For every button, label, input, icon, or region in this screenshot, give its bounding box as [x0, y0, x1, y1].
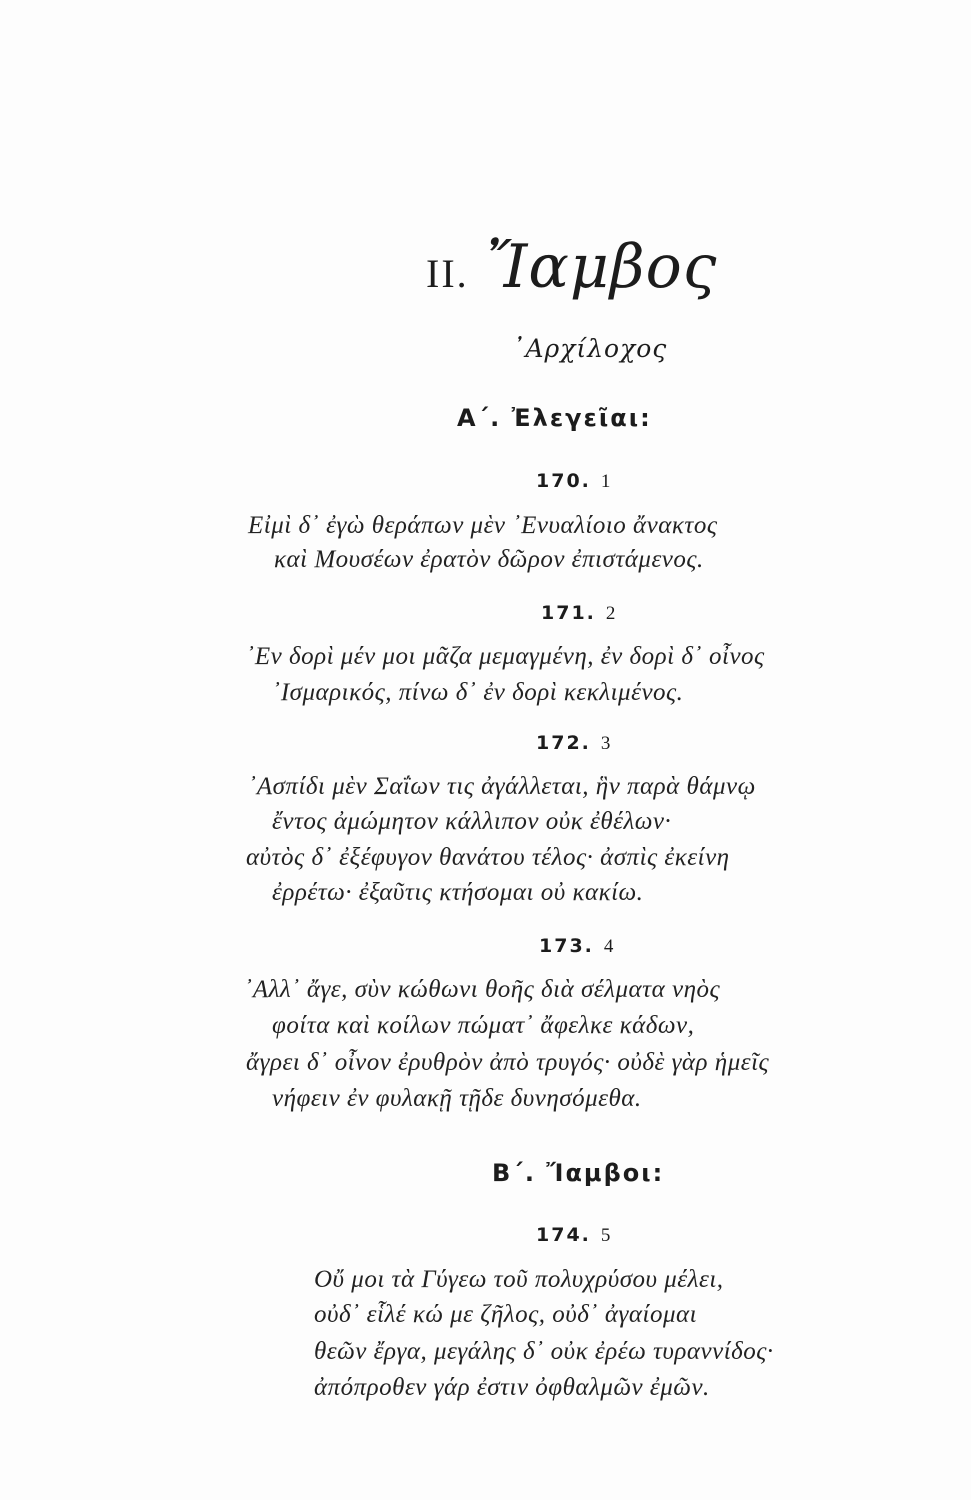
verse-line: ᾿Εν δορὶ μέν μοι μᾶζα μεμαγμένη, ἐν δορὶ δ᾿ οἶνος [246, 643, 765, 670]
chapter-number: II. [426, 251, 469, 296]
fragment-ref: 2 [605, 603, 618, 624]
verse-line: καὶ Μουσέων ἐρατὸν δῶρον ἐπιστάμενος. [274, 546, 704, 573]
verse-line: ἀπόπροθεν γάρ ἐστιν ὀφθαλμῶν ἐμῶν. [314, 1374, 710, 1401]
fragment-ref: 1 [600, 471, 613, 492]
section-heading-elegies: Α΄. Ἐλεγεῖαι: [457, 404, 652, 432]
verse-line: οὐδ᾿ εἷλέ κώ με ζῆλος, οὐδ᾿ ἀγαίομαι [314, 1301, 698, 1328]
section-heading-iambs: Β΄. Ἴαμβοι: [492, 1159, 665, 1187]
fragment-number [536, 732, 612, 755]
verse-line: Οὔ μοι τὰ Γύγεω τοῦ πολυχρύσου μέλει, [314, 1266, 724, 1293]
fragment-number [536, 470, 612, 493]
verse-line: νήφειν ἐν φυλακῇ τῇδε δυνησόμεθα. [272, 1085, 642, 1112]
fragment-number-label: 172. [536, 732, 591, 754]
fragment-number-label: 170. [536, 470, 591, 492]
fragment-ref: 5 [600, 1225, 613, 1246]
author-name: ᾿Αρχίλοχος [512, 334, 668, 363]
verse-line: ᾿Αλλ᾿ ἄγε, σὺν κώθωνι θοῆς διὰ σέλματα νηὸς [244, 976, 721, 1003]
fragment-number [539, 935, 615, 958]
verse-line: αὐτὸς δ᾿ ἐξέφυγον θανάτου τέλος· ἀσπὶς ἐκείνη [246, 844, 730, 871]
verse-line: θεῶν ἔργα, μεγάλης δ᾿ οὐκ ἐρέω τυραννίδος· [314, 1338, 774, 1365]
verse-line: ἄγρει δ᾿ οἶνον ἐρυθρὸν ἀπὸ τρυγός· οὐδὲ γὰρ ἡμεῖς [246, 1049, 770, 1076]
fragment-number [536, 1224, 612, 1247]
verse-line: ᾿Ασπίδι μὲν Σαΐων τις ἀγάλλεται, ἣν παρὰ θάμνῳ [248, 773, 756, 800]
verse-line: ἐρρέτω· ἐξαῦτις κτήσομαι οὐ κακίω. [272, 879, 644, 906]
fragment-number-label: 171. [541, 602, 596, 624]
verse-line: ᾿Ισμαρικός, πίνω δ᾿ ἐν δορὶ κεκλιμένος. [272, 679, 684, 706]
chapter-heading [426, 232, 717, 302]
fragment-ref: 3 [600, 733, 613, 754]
fragment-ref: 4 [603, 936, 616, 957]
fragment-number [541, 602, 617, 625]
verse-line: φοίτα καὶ κοίλων πώματ᾿ ἄφελκε κάδων, [272, 1012, 695, 1039]
verse-line: Εἰμὶ δ᾿ ἐγὼ θεράπων μὲν ᾿Ενυαλίοιο ἄνακτος [248, 512, 718, 539]
chapter-title: Ἴαμβος [486, 232, 718, 302]
fragment-number-label: 174. [536, 1224, 591, 1246]
verse-line: ἔντος ἀμώμητον κάλλιπον οὐκ ἐθέλων· [272, 808, 672, 835]
fragment-number-label: 173. [539, 935, 594, 957]
